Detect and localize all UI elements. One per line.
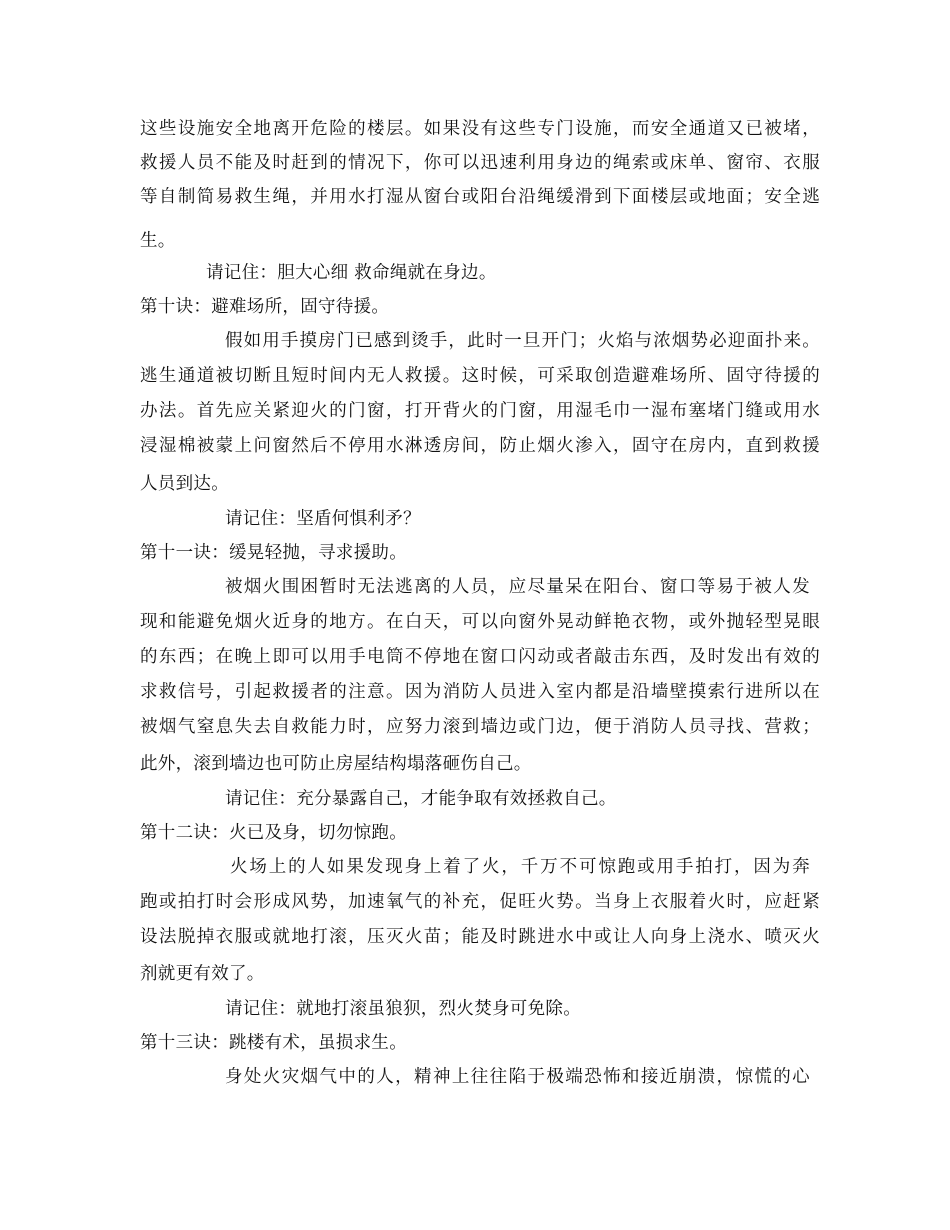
paragraph-line: 的东西；在晚上即可以用手电筒不停地在窗口闪动或者敲击东西，及时发出有效的	[140, 647, 820, 667]
paragraph-line: 假如用手摸房门已感到烫手，此时一旦开门；火焰与浓烟势必迎面扑来。	[225, 331, 820, 351]
paragraph-line: 设法脱掉衣服或就地打滚，压灭火苗；能及时跳进水中或让人向身上浇水、喷灭火	[140, 927, 820, 947]
paragraph-line: 身处火灾烟气中的人，精神上往往陷于极端恐怖和接近崩溃，惊慌的心	[225, 1067, 810, 1087]
paragraph-line: 救援人员不能及时赶到的情况下，你可以迅速利用身边的绳索或床单、窗帘、衣服	[140, 153, 820, 173]
section-heading: 第十诀：避难场所，固守待援。	[140, 297, 390, 317]
remember-line: 请记住：坚盾何惧利矛？	[225, 509, 421, 529]
paragraph-line: 现和能避免烟火近身的地方。在白天，可以向窗外晃动鲜艳衣物，或外抛轻型晃眼	[140, 612, 820, 632]
section-heading: 第十一诀：缓晃轻抛，寻求援助。	[140, 543, 407, 563]
paragraph-line: 逃生通道被切断且短时间内无人救援。这时候，可采取创造避难场所、固守待援的	[140, 366, 820, 386]
section-heading: 第十二诀：火已及身，切勿惊跑。	[140, 823, 407, 843]
section-heading: 第十三诀：跳楼有术，虽损求生。	[140, 1033, 407, 1053]
paragraph-line: 浸湿棉被蒙上问窗然后不停用水淋透房间，防止烟火渗入，固守在房内，直到救援	[140, 436, 820, 456]
paragraph-line: 被烟气窒息失去自救能力时，应努力滚到墙边或门边，便于消防人员寻找、营救；	[140, 717, 820, 737]
paragraph-line: 跑或拍打时会形成风势，加速氧气的补充，促旺火势。当身上衣服着火时，应赶紧	[140, 892, 820, 912]
paragraph-line: 火场上的人如果发现身上着了火，千万不可惊跑或用手拍打，因为奔	[230, 857, 810, 877]
remember-line: 请记住：胆大心细 救命绳就在身边。	[206, 263, 497, 283]
remember-line: 请记住：充分暴露自己，才能争取有效拯救自己。	[225, 789, 617, 809]
paragraph-line: 这些设施安全地离开危险的楼层。如果没有这些专门设施，而安全通道又已被堵，	[140, 119, 820, 139]
paragraph-line: 生。	[140, 231, 176, 251]
paragraph-line: 剂就更有效了。	[140, 964, 265, 984]
paragraph-line: 等自制简易救生绳，并用水打湿从窗台或阳台沿绳缓滑到下面楼层或地面；安全逃	[140, 187, 820, 207]
paragraph-line: 被烟火围困暂时无法逃离的人员，应尽量呆在阳台、窗口等易于被人发	[225, 577, 810, 597]
paragraph-line: 此外，滚到墙边也可防止房屋结构塌落砸伤自己。	[140, 754, 532, 774]
paragraph-line: 人员到达。	[140, 474, 229, 494]
remember-line: 请记住：就地打滚虽狼狈，烈火焚身可免除。	[225, 999, 581, 1019]
paragraph-line: 求救信号，引起救援者的注意。因为消防人员进入室内都是沿墙壁摸索行进所以在	[140, 682, 820, 702]
paragraph-line: 办法。首先应关紧迎火的门窗，打开背火的门窗，用湿毛巾一湿布塞堵门缝或用水	[140, 401, 820, 421]
